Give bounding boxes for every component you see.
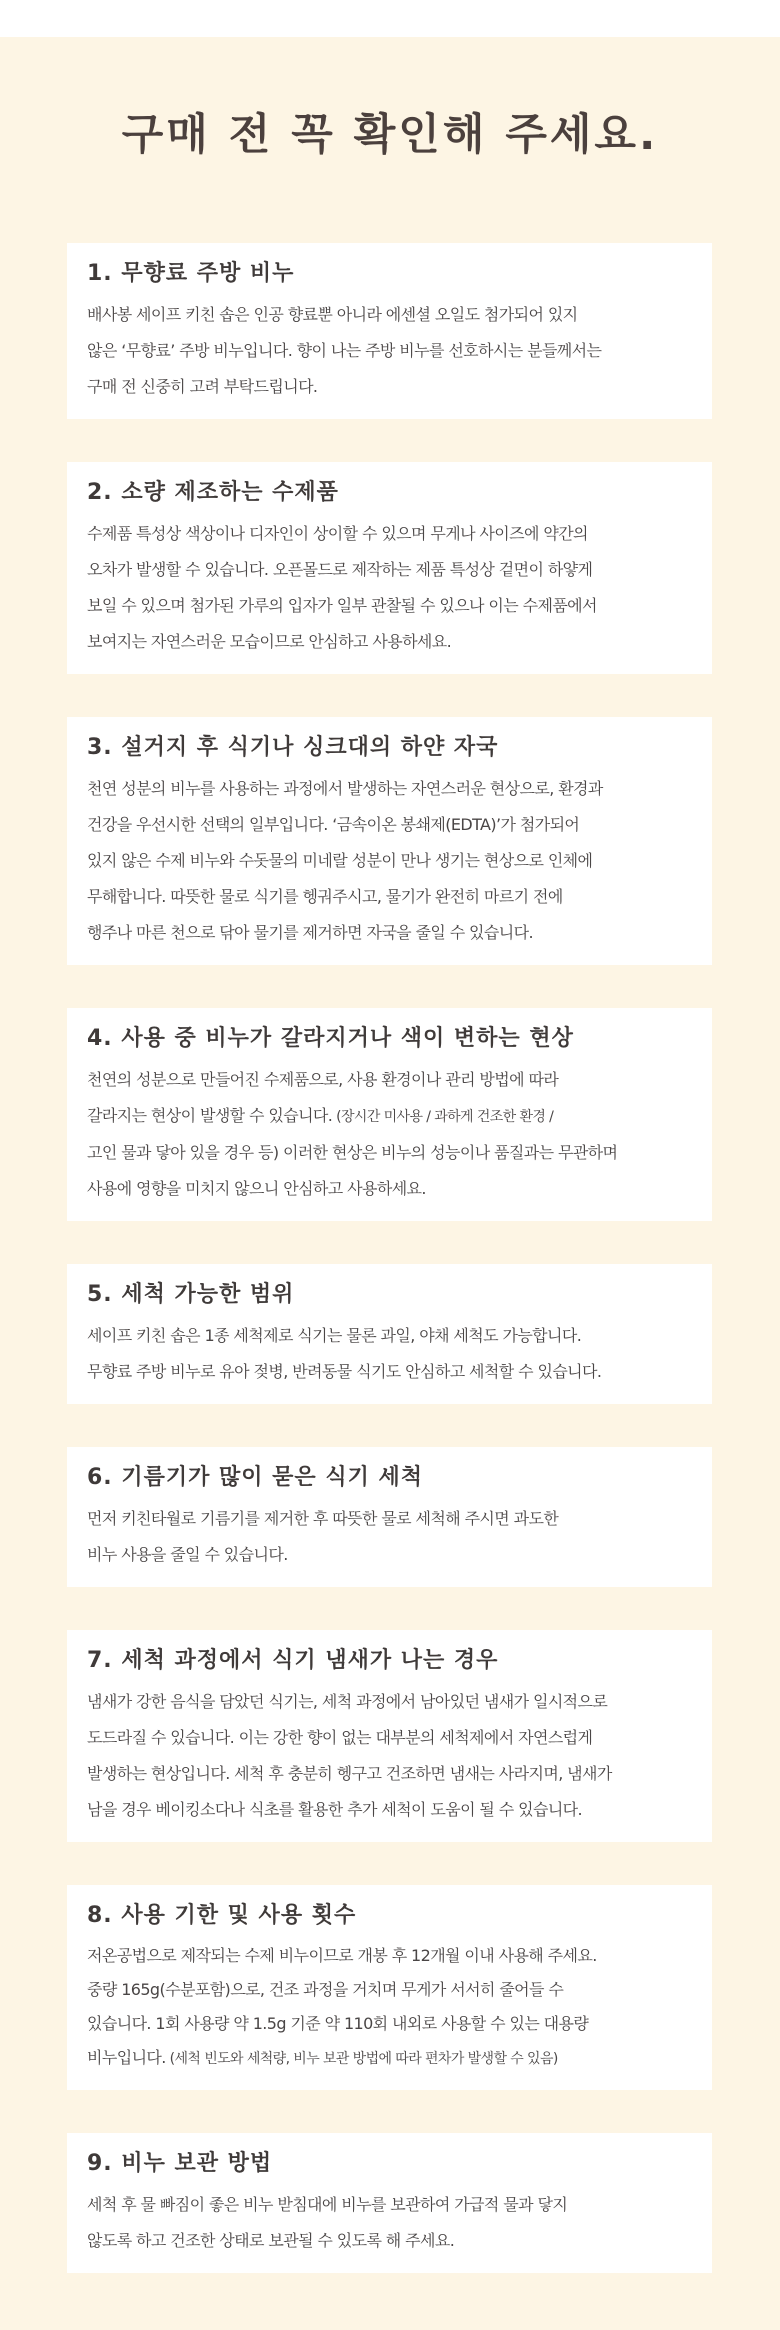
body-line: 천연 성분의 비누를 사용하는 과정에서 발생하는 자연스러운 현상으로, 환경과: [87, 779, 603, 798]
body-line: 사용에 영향을 미치지 않으니 안심하고 사용하세요.: [87, 1179, 426, 1198]
notice-card: [67, 2133, 712, 2273]
body-line: 세이프 키친 솝은 1종 세척제로 식기는 물론 과일, 야채 세척도 가능합니다.: [87, 1326, 582, 1345]
body-line: 천연의 성분으로 만들어진 수제품으로, 사용 환경이나 관리 방법에 따라: [87, 1070, 559, 1089]
notice-heading: 6. 기름기가 많이 묻은 식기 세척: [87, 1465, 423, 1490]
body-line: 오차가 발생할 수 있습니다. 오픈몰드로 제작하는 제품 특성상 겉면이 하얗게: [87, 560, 593, 579]
notice-card: [67, 1885, 712, 2090]
body-line: 않도록 하고 건조한 상태로 보관될 수 있도록 해 주세요.: [87, 2231, 455, 2250]
notice-card: [67, 1447, 712, 1587]
body-note: (세척 빈도와 세척량, 비누 보관 방법에 따라 편차가 발생할 수 있음): [165, 2051, 558, 2067]
body-line: 건강을 우선시한 선택의 일부입니다. ‘금속이온 봉쇄제(EDTA)’가 첨가되어: [87, 815, 580, 834]
notice-heading: 3. 설거지 후 식기나 싱크대의 하얀 자국: [87, 735, 499, 760]
notice-heading: 9. 비누 보관 방법: [87, 2151, 273, 2176]
body-line: 무해합니다. 따뜻한 물로 식기를 헹궈주시고, 물기가 완전히 마르기 전에: [87, 887, 563, 906]
notice-body: [87, 2187, 692, 2259]
notice-body: [87, 1062, 692, 1207]
body-line: 비누 사용을 줄일 수 있습니다.: [87, 1545, 288, 1564]
notice-body: [87, 516, 692, 660]
body-line: 고인 물과 닿아 있을 경우 등) 이러한 현상은 비누의 성능이나 품질과는 무관하며: [87, 1143, 618, 1162]
body-line: 배사봉 세이프 키친 솝은 인공 향료뿐 아니라 에센셜 오일도 첨가되어 있지: [87, 305, 578, 324]
body-line: 무향료 주방 비누로 유아 젖병, 반려동물 식기도 안심하고 세척할 수 있습니다.: [87, 1362, 602, 1381]
body-line: 저온공법으로 제작되는 수제 비누이므로 개봉 후 12개월 이내 사용해 주세요.: [87, 1946, 597, 1965]
notice-list: [0, 243, 780, 2273]
body-line: 있지 않은 수제 비누와 수돗물의 미네랄 성분이 만나 생기는 현상으로 인체에: [87, 851, 593, 870]
notice-card: [67, 1630, 712, 1842]
notice-body: [87, 1939, 692, 2076]
body-line: 구매 전 신중히 고려 부탁드립니다.: [87, 377, 318, 396]
notice-heading: 2. 소량 제조하는 수제품: [87, 480, 339, 505]
notice-body: [87, 1318, 692, 1390]
body-line: 발생하는 현상입니다. 세척 후 충분히 헹구고 건조하면 냄새는 사라지며, 냄새가: [87, 1764, 612, 1783]
body-line: 도드라질 수 있습니다. 이는 강한 향이 없는 대부분의 세척제에서 자연스럽게: [87, 1728, 593, 1747]
notice-heading: 5. 세척 가능한 범위: [87, 1282, 295, 1307]
body-line: 행주나 마른 천으로 닦아 물기를 제거하면 자국을 줄일 수 있습니다.: [87, 923, 533, 942]
notice-card: [67, 1264, 712, 1404]
body-note: (장시간 미사용 / 과하게 건조한 환경 /: [332, 1109, 554, 1125]
notice-body: [87, 1684, 692, 1828]
notice-heading: 7. 세척 과정에서 식기 냄새가 나는 경우: [87, 1648, 499, 1673]
body-line: 갈라지는 현상이 발생할 수 있습니다.: [87, 1106, 333, 1125]
notice-heading: 1. 무향료 주방 비누: [87, 261, 295, 286]
notice-body: [87, 771, 692, 951]
body-line: 냄새가 강한 음식을 담았던 식기는, 세척 과정에서 남아있던 냄새가 일시적으로: [87, 1692, 608, 1711]
body-line: 수제품 특성상 색상이나 디자인이 상이할 수 있으며 무게나 사이즈에 약간의: [87, 524, 588, 543]
notice-page: [0, 37, 780, 2330]
notice-card: [67, 462, 712, 674]
body-line: 중량 165g(수분포함)으로, 건조 과정을 거치며 무게가 서서히 줄어들 수: [87, 1980, 564, 1999]
body-line: 않은 ‘무향료’ 주방 비누입니다. 향이 나는 주방 비누를 선호하시는 분들께서는: [87, 341, 602, 360]
notice-body: [87, 297, 692, 405]
top-margin: [0, 0, 780, 37]
body-line: 세척 후 물 빠짐이 좋은 비누 받침대에 비누를 보관하여 가급적 물과 닿지: [87, 2195, 568, 2214]
notice-heading: 4. 사용 중 비누가 갈라지거나 색이 변하는 현상: [87, 1026, 574, 1051]
notice-card: [67, 1008, 712, 1221]
notice-card: [67, 717, 712, 965]
page-title: 구매 전 꼭 확인해 주세요.: [121, 110, 659, 160]
body-line: 남을 경우 베이킹소다나 식초를 활용한 추가 세척이 도움이 될 수 있습니다.: [87, 1800, 583, 1819]
notice-body: [87, 1501, 692, 1573]
body-line: 먼저 키친타월로 기름기를 제거한 후 따뜻한 물로 세척해 주시면 과도한: [87, 1509, 559, 1528]
body-line: 비누입니다.: [87, 2048, 166, 2067]
body-line: 있습니다. 1회 사용량 약 1.5g 기준 약 110회 내외로 사용할 수 있는 대용량: [87, 2014, 589, 2033]
body-line: 보여지는 자연스러운 모습이므로 안심하고 사용하세요.: [87, 632, 452, 651]
notice-card: [67, 243, 712, 419]
body-line: 보일 수 있으며 첨가된 가루의 입자가 일부 관찰될 수 있으나 이는 수제품에서: [87, 596, 597, 615]
notice-heading: 8. 사용 기한 및 사용 횟수: [87, 1903, 357, 1928]
